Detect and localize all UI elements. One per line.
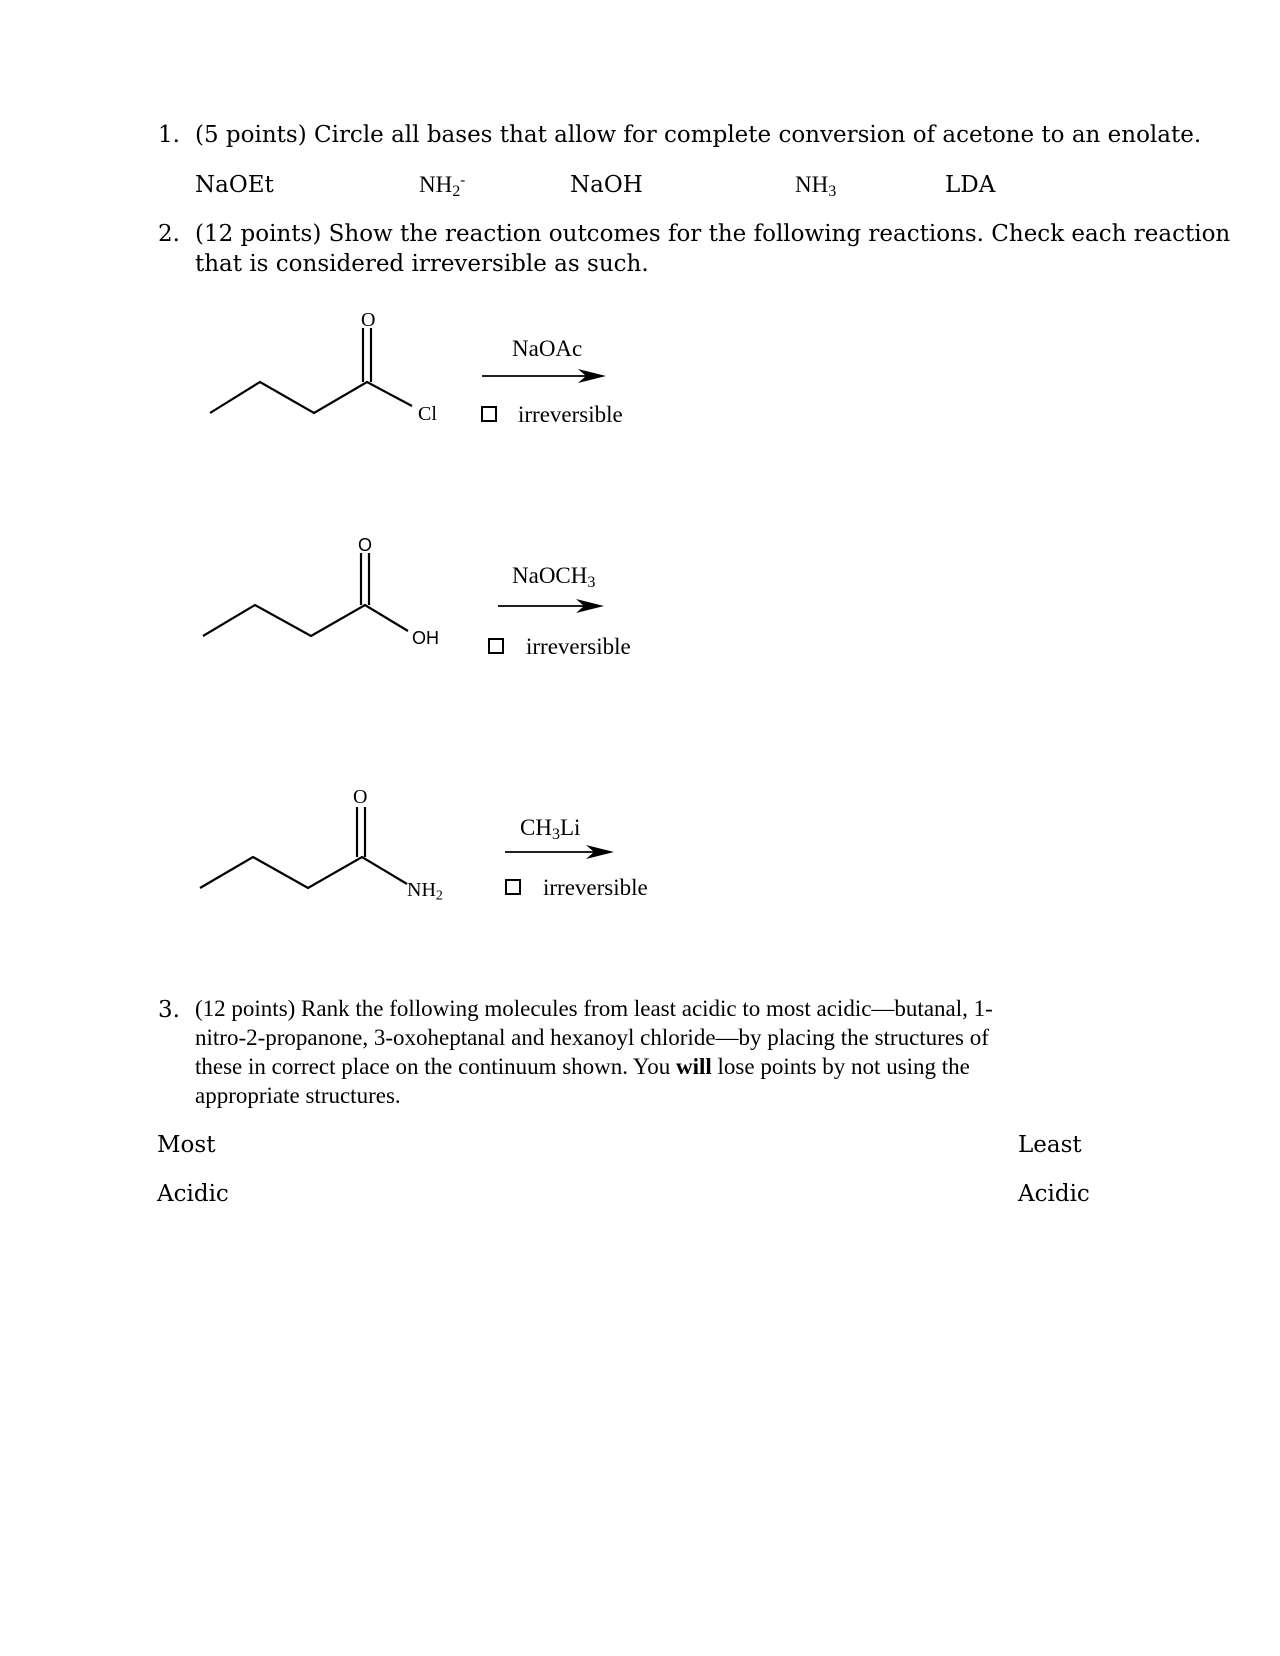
reaction3-reagent	[520, 814, 580, 845]
q3-text-line4: appropriate structures.	[195, 1083, 401, 1108]
q3-number: 3.	[158, 997, 180, 1023]
reaction2-reagent-sub: 3	[587, 574, 596, 592]
q3-text-line3-bold: will	[676, 1054, 712, 1079]
reaction3-leaving-group-sub: 2	[435, 888, 443, 904]
q1-number: 1.	[158, 122, 180, 148]
reaction2-reagent-text: NaOCH	[512, 563, 588, 588]
continuum-right-label-top: Least	[1018, 1132, 1082, 1158]
q2-text-line2: that is considered irreversible as such.	[195, 251, 649, 277]
reaction2-leaving-group-label: OH	[412, 628, 439, 648]
q3-text-line3-b: lose points by not using the	[711, 1054, 970, 1079]
reaction1-leaving-group-label: Cl	[418, 403, 437, 425]
q1-base-lda-text: LDA	[945, 172, 996, 198]
q3-text-line1: (12 points) Rank the following molecules from least acidic to most acidic—butanal, 1-	[195, 996, 993, 1021]
reaction3-reagent-sub: 3	[551, 826, 560, 844]
reaction2-arrow	[498, 599, 604, 613]
q2-number: 2.	[158, 221, 180, 247]
reaction1-irreversible-checkbox[interactable]	[481, 406, 497, 422]
q3-text-line2: nitro-2-propanone, 3-oxoheptanal and hexanoyl chloride—by placing the structures of	[195, 1025, 989, 1050]
q1-base-nh2-sup: -	[460, 172, 466, 189]
reaction1-arrow	[482, 369, 606, 383]
continuum-right-label-bottom: Acidic	[1018, 1181, 1090, 1207]
q3-text	[195, 994, 1175, 1110]
reaction1-reagent	[512, 335, 582, 364]
continuum-left-label-top: Most	[157, 1132, 216, 1158]
reaction3-irreversible-label: irreversible	[543, 875, 648, 900]
reaction2-structure	[203, 553, 408, 636]
reaction3-leaving-group-label	[407, 878, 443, 905]
reaction3-oxygen-label: O	[353, 786, 368, 808]
reaction3-reagent-text: CH	[520, 815, 552, 840]
q1-base-nh2-text: NH	[419, 172, 453, 197]
reaction1-reagent-text: NaOAc	[512, 336, 583, 361]
reaction1-irreversible-label: irreversible	[518, 402, 623, 427]
reaction3-irreversible-checkbox[interactable]	[505, 879, 521, 895]
reaction2-irreversible-label: irreversible	[526, 634, 631, 659]
q1-base-nh2-sub: 2	[452, 183, 461, 201]
q1-base-nh3-sub: 3	[828, 183, 837, 201]
q1-base-naoet-text: NaOEt	[195, 172, 274, 198]
q2-text-line1: (12 points) Show the reaction outcomes for the following reactions. Check each reaction	[195, 221, 1231, 247]
q1-text: (5 points) Circle all bases that allow for complete conversion of acetone to an enolate.	[195, 122, 1202, 148]
continuum-left-label-bottom: Acidic	[157, 1181, 229, 1207]
q3-text-line3	[195, 1052, 1175, 1081]
reaction3-structure	[200, 807, 407, 888]
reaction1-structure	[210, 328, 412, 413]
reaction2-reagent	[512, 562, 595, 593]
reaction1-oxygen-label: O	[361, 309, 376, 331]
reaction3-arrow	[505, 845, 614, 859]
reaction2-oxygen-label: O	[358, 535, 373, 555]
q1-base-nh3-text: NH	[795, 172, 829, 197]
reaction3-reagent-tail: Li	[560, 815, 581, 840]
q1-base-naoh-text: NaOH	[570, 172, 643, 198]
reaction2-irreversible-checkbox[interactable]	[488, 638, 504, 654]
q3-text-line3-a: these in correct place on the continuum shown. You	[195, 1054, 676, 1079]
reaction3-leaving-group-text: NH	[407, 879, 436, 901]
